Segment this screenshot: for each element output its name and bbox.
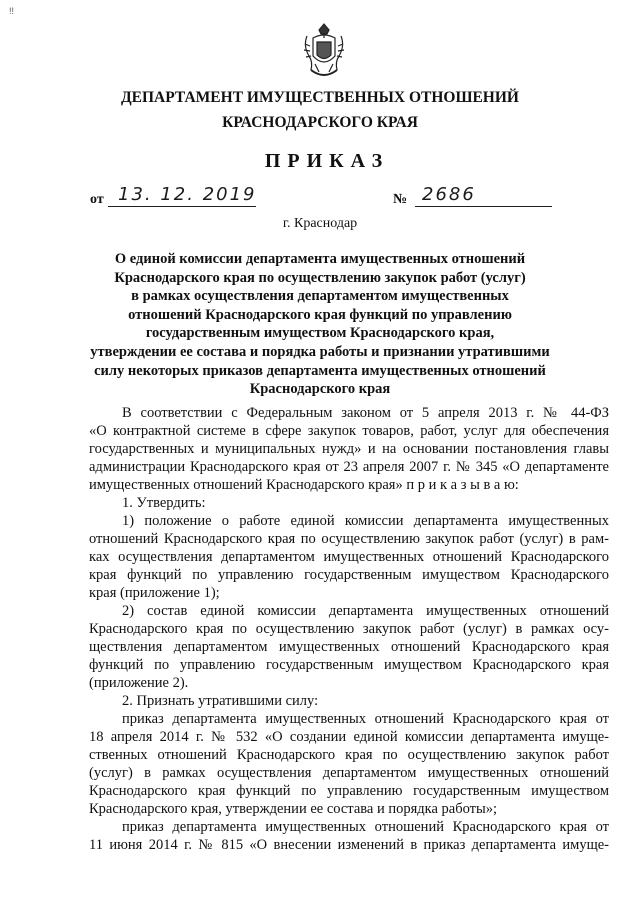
subject-line: в рамках осуществления департаментом имущественных	[131, 288, 509, 305]
handwritten-date: 13. 12. 2019	[118, 184, 257, 205]
body-line: края (приложение 1);	[89, 585, 220, 601]
date-underline	[108, 206, 256, 207]
clause-2-heading: 2. Признать утратившими силу:	[122, 693, 319, 709]
number-label: №	[393, 192, 408, 207]
body-line: отношений Краснодарского края по осуществлению закупок работ (услуг) в рам-	[89, 531, 609, 547]
subject-line: силу некоторых приказов департамента имущественных отношений	[94, 362, 546, 379]
subject-line: Краснодарского края	[249, 381, 391, 398]
body-line: имущественных отношений Краснодарского края» п р и к а з ы в а ю:	[89, 477, 519, 493]
subject-line: утверждении ее состава и порядка работы и признании утратившими	[90, 343, 550, 360]
body-line: края функций по управлению государственным имуществом Краснодарского	[89, 567, 609, 583]
body-line: приказ департамента имущественных отношений Краснодарского края от	[122, 711, 609, 727]
body-line: Краснодарского края, утверждении ее состава и порядка работы»;	[89, 801, 498, 817]
subject-line: государственным имуществом Краснодарского края,	[145, 325, 495, 342]
order-body	[89, 404, 609, 854]
order-subject	[80, 250, 560, 399]
city: г. Краснодар	[282, 216, 358, 231]
margin-mark: !!	[9, 6, 15, 16]
subject-line: О единой комиссии департамента имущественных отношений	[114, 251, 526, 267]
body-line: (услуг) в рамках осуществления департаментом имущественных отношений	[89, 765, 609, 781]
body-line: 2) состав единой комиссии департамента имущественных отношений	[122, 603, 609, 619]
clause-1-heading: 1. Утвердить:	[122, 495, 206, 511]
body-line: функций по управлению государственным имуществом Краснодарского края	[89, 657, 609, 673]
coat-of-arms-emblem	[299, 22, 349, 80]
department-name-line1: ДЕПАРТАМЕНТ ИМУЩЕСТВЕННЫХ ОТНОШЕНИЙ	[121, 89, 519, 106]
body-line: 1) положение о работе единой комиссии департамента имущественных	[122, 513, 609, 529]
body-line: «О контрактной системе в сфере закупок товаров, работ, услуг для обеспечения	[89, 423, 609, 439]
body-line: 18 апреля 2014 г. № 532 «О создании единой комиссии департамента имуще-	[89, 729, 609, 745]
body-line: ственных отношений Краснодарского края по осуществлению закупок работ	[89, 747, 609, 763]
date-label: от	[90, 192, 104, 207]
body-line: Краснодарского края по осуществлению закупок работ (услуг) в рамках осу-	[89, 621, 609, 637]
body-line: 11 июня 2014 г. № 815 «О внесении изменений в приказ департамента имуще-	[89, 837, 609, 853]
body-line: ках осуществления департаментом имущественных отношений Краснодарского	[89, 549, 609, 565]
body-line: государственных и муниципальных нужд» и на основании постановления главы	[89, 441, 609, 457]
body-line: (приложение 2).	[89, 675, 189, 691]
document-type-title: ПРИКАЗ	[264, 150, 390, 172]
body-line: администрации Краснодарского края от 23 апреля 2007 г. № 345 «О департаменте	[89, 459, 609, 475]
handwritten-number: 2686	[422, 184, 476, 205]
body-line: ществления департаментом имущественных отношений Краснодарского края	[89, 639, 609, 655]
body-line: В соответствии с Федеральным законом от 5 апреля 2013 г. № 44-ФЗ	[122, 405, 609, 421]
subject-line: отношений Краснодарского края функций по управлению	[128, 306, 512, 323]
body-line: приказ департамента имущественных отношений Краснодарского края от	[122, 819, 609, 835]
number-underline	[415, 206, 552, 207]
subject-line: Краснодарского края по осуществлению закупок работ (услуг)	[114, 269, 526, 286]
date-number-row	[0, 186, 640, 210]
department-name-line2: КРАСНОДАРСКОГО КРАЯ	[222, 114, 418, 131]
body-line: Краснодарского края функций по управлению государственным имуществом	[89, 783, 609, 799]
